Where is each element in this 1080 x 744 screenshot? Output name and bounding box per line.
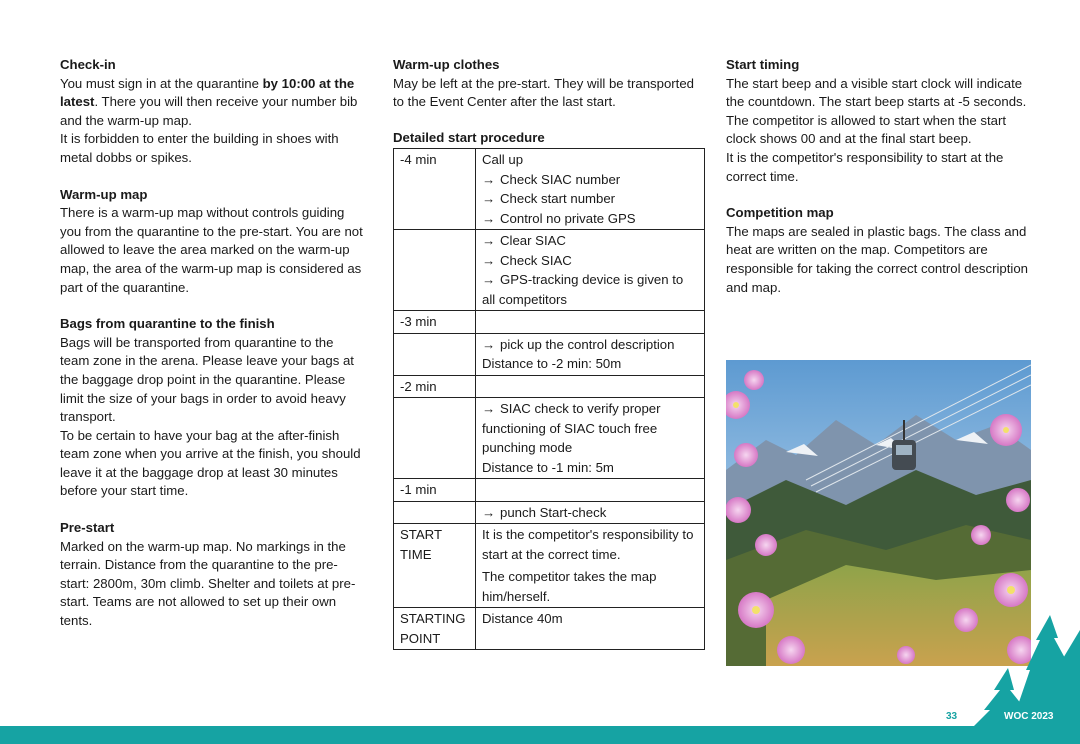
arrow-right-icon: → [482,191,496,207]
step [482,189,698,209]
step [482,170,698,190]
bags-text-2: To be certain to have your bag at the after-finish team zone when you arrive at the finish, you should leave it at the baggage drop at least 30 minutes before your start time. [60,427,361,499]
table-row [394,230,705,311]
checkin-text-part2: . There you will then receive your number bib and the warm-up map. [60,94,358,128]
action-cell [476,608,705,650]
step-call-up: Call up [482,152,524,168]
time-cell: -3 min [394,311,476,334]
prestart-title: Pre-start [60,520,115,536]
table-row [394,333,705,375]
warmup-clothes-text: May be left at the pre-start. They will be transported to the Event Center after the last start. [393,75,695,110]
warmup-map-title: Warm-up map [60,186,148,202]
checkin-section [60,56,365,168]
step [482,503,698,523]
step [482,231,698,251]
warmup-clothes-section [393,56,705,112]
footer-bar [0,726,1080,744]
warmup-clothes-title: Warm-up clothes [393,57,500,72]
warmup-map-text: There is a warm-up map without controls guiding you from the quarantine to the pre-start. You are not allowed to leave the area marked on the warm-up map, the area of the warm-up map is considered as part of the quarantine. [60,205,363,295]
start-timing-section [726,56,1031,186]
competition-map-title: Competition map [726,205,834,221]
bags-section [60,315,365,501]
step-distance: Distance 40m [482,611,563,627]
step-text: punch Start-check [500,504,607,520]
step-text: Check start number [500,191,616,207]
time-cell: STARTING POINT [394,608,476,650]
arrow-right-icon: → [482,171,496,187]
step-text: Check SIAC [500,252,572,268]
table-row [394,608,705,650]
arrow-right-icon: → [482,210,496,226]
step-text: SIAC check to verify proper functioning of SIAC touch free punching mode [482,401,661,456]
step-text: The competitor takes the map him/herself. [482,569,657,604]
step-text: Clear SIAC [500,233,566,249]
action-cell [476,375,705,398]
bags-text-1: Bags will be transported from quarantine to the team zone in the arena. Please leave your bags at the baggage drop point in the quarantine. Please limit the size of your bags in order to avoid heavy transport. [60,334,354,425]
competition-map-section [726,204,1031,297]
step-text: pick up the control description [500,336,675,352]
time-cell [394,230,476,311]
start-timing-text-1: The start beep and a visible start clock will indicate the countdown. The start beep starts at -5 seconds. The competitor is allowed to start when the start clock shows 00 and at the final start beep. [726,75,1027,147]
procedure-title: Detailed start procedure [393,129,545,145]
table-row [394,311,705,334]
table-row [394,375,705,398]
procedure-table [393,148,705,650]
action-cell [476,149,705,230]
step-text: Control no private GPS [500,210,636,226]
left-column [60,56,365,649]
action-cell [476,501,705,524]
action-cell [476,230,705,311]
action-cell [476,398,705,479]
arrow-right-icon: → [482,233,496,249]
start-timing-title: Start timing [726,57,800,72]
table-row [394,149,705,230]
table-row [394,479,705,502]
step [482,209,698,229]
page-number: 33 [946,711,958,722]
time-cell [394,333,476,375]
table-row [394,501,705,524]
time-cell: -2 min [394,375,476,398]
time-cell [394,501,476,524]
table-row [394,398,705,479]
step [482,270,698,309]
time-cell [394,398,476,479]
step [482,251,698,271]
table-row [394,524,705,608]
time-cell: -1 min [394,479,476,502]
right-column [726,56,1031,315]
action-cell [476,479,705,502]
footer-brand: WOC 2023 [1004,711,1054,722]
checkin-text-part1: You must sign in at the quarantine [60,75,263,91]
arrow-right-icon: → [482,252,496,268]
checkin-shoes-rule: It is forbidden to enter the building in shoes with metal dobbs or spikes. [60,131,339,165]
time-cell: START TIME [394,524,476,608]
arrow-right-icon: → [482,336,496,352]
arrow-right-icon: → [482,504,496,520]
checkin-text [60,75,365,131]
competition-map-text: The maps are sealed in plastic bags. The class and heat are written on the map. Competitors are responsible for taking the correct control description and map. [726,223,1028,295]
action-cell [476,311,705,334]
arrow-right-icon: → [482,401,496,417]
arrow-right-icon: → [482,272,496,288]
checkin-title: Check-in [60,57,116,72]
step [482,399,698,458]
warmup-map-section [60,186,365,298]
prestart-section [60,519,365,631]
middle-column [393,56,705,650]
step-text: It is the competitor's responsibility to start at the correct time. [482,527,694,562]
step-distance: Distance to -2 min: 50m [482,356,622,372]
bags-title: Bags from quarantine to the finish [60,316,275,332]
prestart-text: Marked on the warm-up map. No markings in the terrain. Distance from the quarantine to the pre-start: 2800m, 30m climb. Shelter and toilets at pre-start. Teams are not allowed to set up their own tents. [60,538,356,629]
start-timing-text-2: It is the competitor's responsibility to start at the correct time. [726,149,1004,184]
step-distance: Distance to -1 min: 5m [482,459,614,475]
step-text: Check SIAC number [500,171,621,187]
checkin-deadline: by 10:00 at the latest [60,75,355,110]
action-cell [476,524,705,608]
step-text: GPS-tracking device is given to all competitors [482,272,684,307]
time-cell: -4 min [394,149,476,230]
action-cell [476,333,705,375]
step [482,335,698,355]
procedure-section [393,129,705,651]
